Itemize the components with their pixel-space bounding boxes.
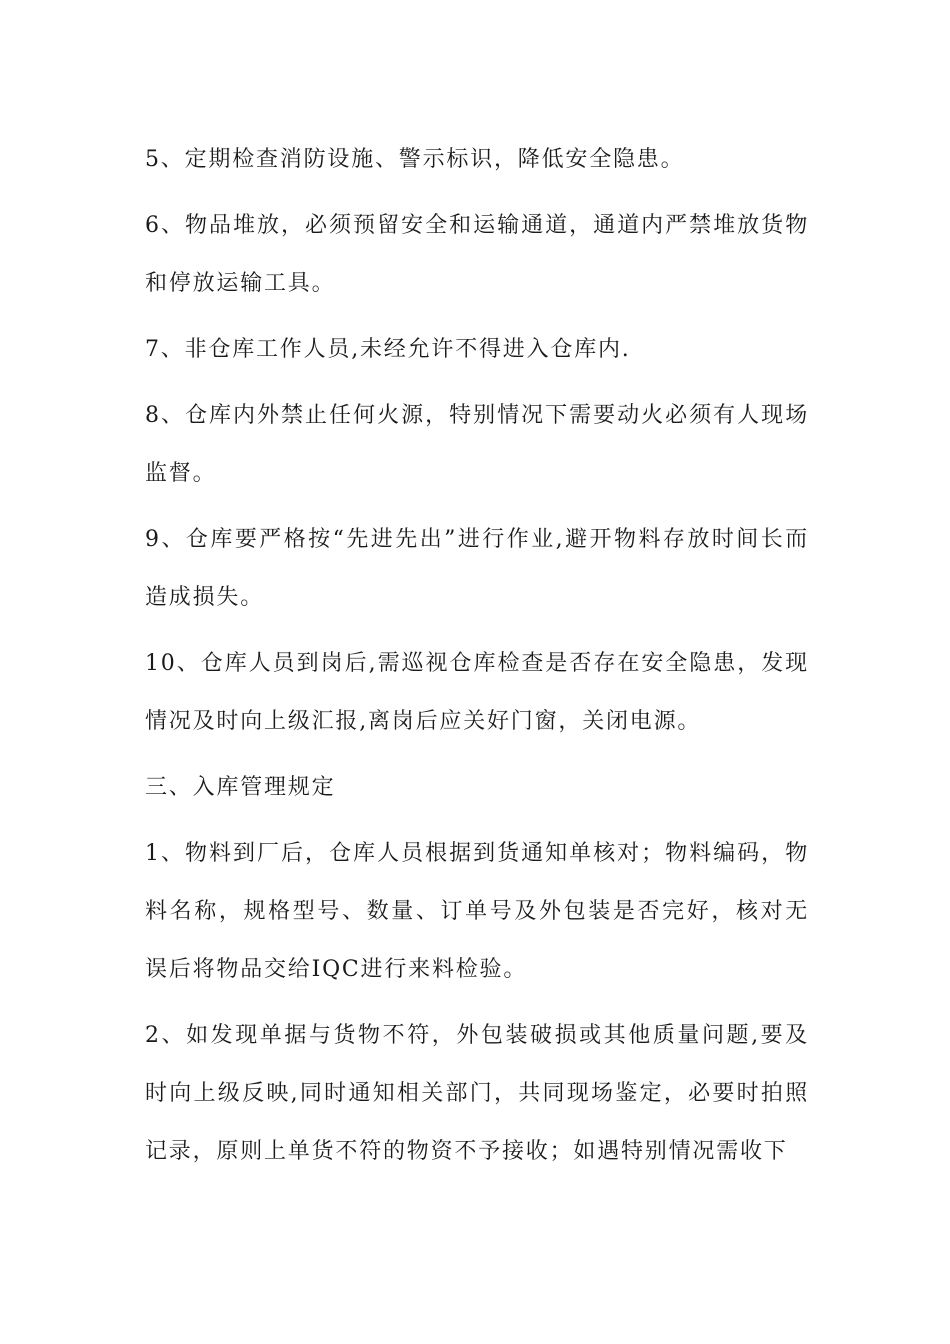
paragraph-rule-6: 6、物品堆放，必须预留安全和运输通道，通道内严禁堆放货物和停放运输工具。 — [145, 213, 809, 296]
paragraph-inbound-1: 1、物料到厂后，仓库人员根据到货通知单核对；物料编码，物料名称，规格型号、数量、订单号及外包装是否完好，核对无误后将物品交给IQC进行来料检验。 — [145, 841, 809, 982]
paragraph-rule-10: 10、仓库人员到岗后,需巡视仓库检查是否存在安全隐患，发现情况及时向上级汇报,离岗后应关好门窗，关闭电源。 — [145, 651, 809, 734]
paragraph-inbound-2: 2、如发现单据与货物不符，外包装破损或其他质量问题,要及时向上级反映,同时通知相关部门，共同现场鉴定，必要时拍照记录，原则上单货不符的物资不予接收；如遇特别情况需收下 — [145, 1023, 809, 1164]
paragraph-rule-9: 9、仓库要严格按“先进先出”进行作业,避开物料存放时间长而造成损失。 — [145, 527, 809, 610]
paragraph-rule-7: 7、非仓库工作人员,未经允许不得进入仓库内. — [145, 337, 631, 362]
paragraph-rule-8: 8、仓库内外禁止任何火源，特别情况下需要动火必须有人现场监督。 — [145, 403, 809, 486]
paragraph-rule-5: 5、定期检查消防设施、警示标识，降低安全隐患。 — [145, 147, 685, 172]
section-heading-inbound: 三、入库管理规定 — [145, 775, 336, 800]
document-body — [145, 131, 809, 1189]
